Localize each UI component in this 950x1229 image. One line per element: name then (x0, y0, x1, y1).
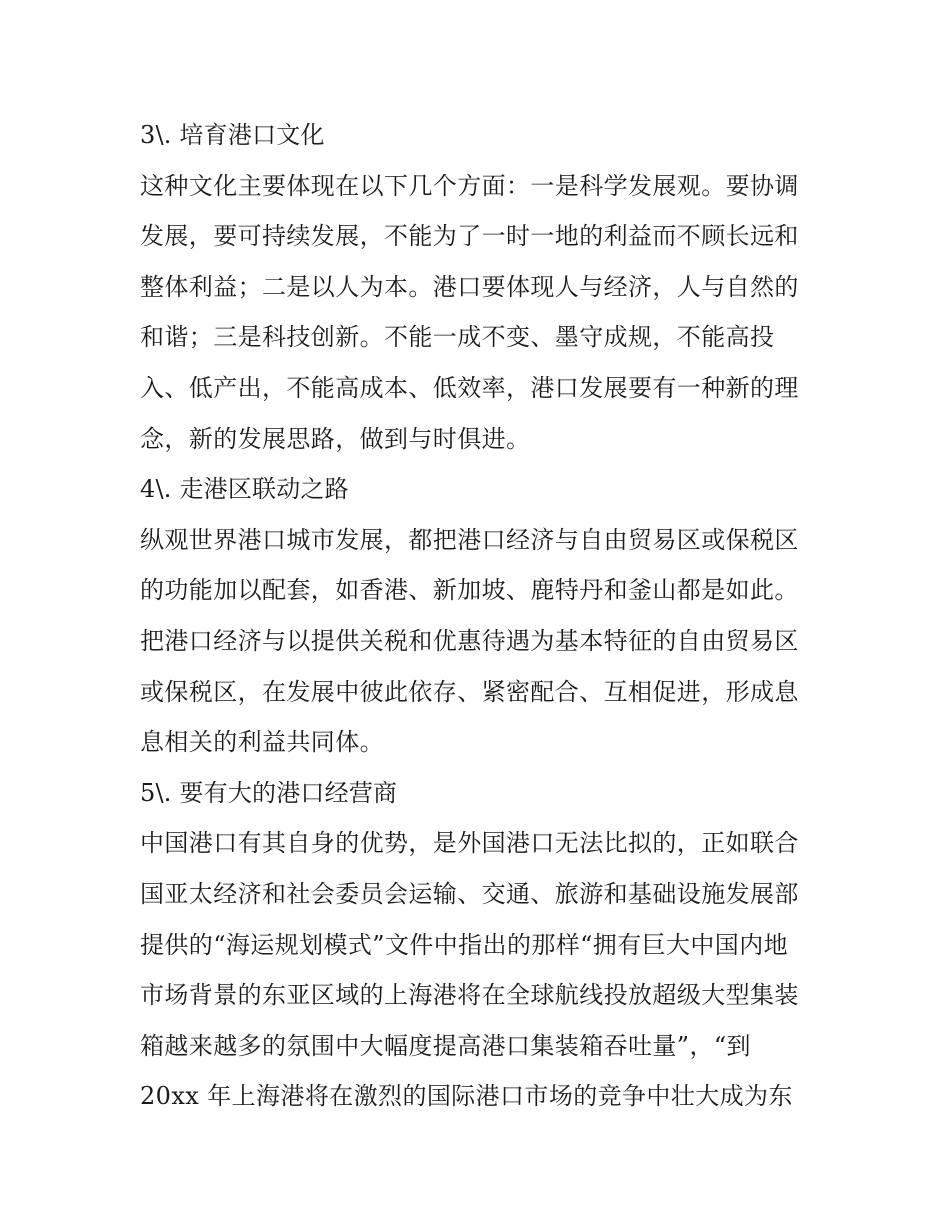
document-body (140, 110, 820, 1122)
paragraph-line: 市场背景的东亚区域的上海港将在全球航线投放超级大型集装 (140, 981, 799, 1010)
paragraph-line: 纵观世界港口城市发展，都把港口经济与自由贸易区或保税区 (140, 525, 799, 554)
paragraph-line: 整体利益；二是以人为本。港口要体现人与经济，人与自然的 (140, 272, 799, 301)
paragraph-line: 的功能加以配套，如香港、新加坡、鹿特丹和釜山都是如此。 (140, 576, 799, 605)
section-heading: 5\. 要有大的港口经营商 (140, 778, 398, 807)
paragraph-line: 念，新的发展思路，做到与时俱进。 (140, 424, 531, 453)
section-heading: 3\. 培育港口文化 (140, 121, 325, 149)
paragraph-line: 和谐；三是科技创新。不能一成不变、墨守成规，不能高投 (140, 323, 775, 352)
paragraph-line: 箱越来越多的氛围中大幅度提高港口集装箱吞吐量”，“到 (140, 1031, 751, 1060)
paragraph-line: 中国港口有其自身的优势，是外国港口无法比拟的，正如联合 (140, 829, 799, 858)
paragraph-line: 国亚太经济和社会委员会运输、交通、旅游和基础设施发展部 (140, 879, 799, 908)
paragraph-line: 把港口经济与以提供关税和优惠待遇为基本特征的自由贸易区 (140, 626, 799, 655)
paragraph-line: 发展，要可持续发展，不能为了一时一地的利益而不顾长远和 (140, 222, 799, 251)
paragraph-line: 或保税区，在发展中彼此依存、紧密配合、互相促进，形成息 (140, 677, 799, 706)
paragraph-line: 息相关的利益共同体。 (140, 728, 384, 757)
paragraph-line: 提供的“海运规划模式”文件中指出的那样“拥有巨大中国内地 (140, 930, 789, 959)
paragraph-line: 这种文化主要体现在以下几个方面：一是科学发展观。要协调 (140, 171, 799, 200)
paragraph-line: 入、低产出，不能高成本、低效率，港口发展要有一种新的理 (140, 373, 799, 402)
paragraph-line: 20xx 年上海港将在激烈的国际港口市场的竞争中壮大成为东 (140, 1082, 793, 1111)
section-heading: 4\. 走港区联动之路 (140, 475, 349, 504)
